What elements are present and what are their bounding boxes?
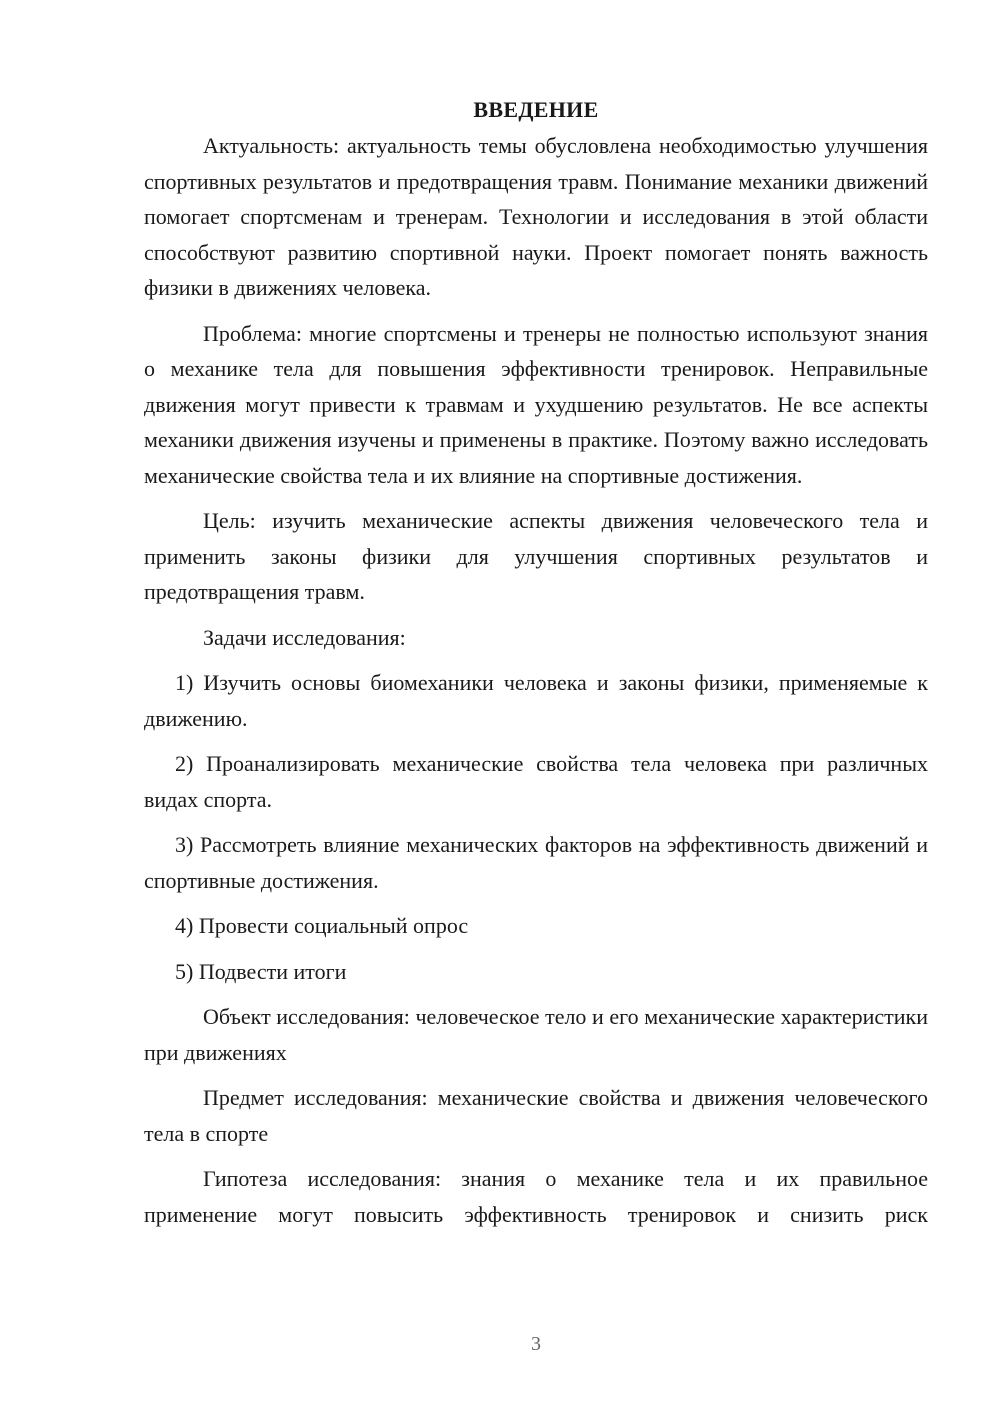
goal-paragraph: Цель: изучить механические аспекты движения человеческого тела и применить законы физики для улучшения спортивных результатов и предотвращения травм.: [144, 508, 928, 604]
task-item-1: 1) Изучить основы биомеханики человека и законы физики, применяемые к движению.: [144, 670, 928, 731]
relevance-paragraph: Актуальность: актуальность темы обусловлена необходимостью улучшения спортивных результатов и предотвращения травм. Понимание механики движений помогает спортсменам и тренерам. Технологии и исследования в этой области способствуют развитию спортивной науки. Проект помогает понять важность физики в движениях человека.: [144, 133, 928, 300]
tasks-heading: Задачи исследования:: [203, 624, 406, 650]
object-paragraph: Объект исследования: человеческое тело и его механические характеристики при движениях: [144, 1004, 928, 1065]
hypothesis-paragraph: Гипотеза исследования: знания о механике тела и их правильное применение могут повысить эффективность тренировок и снизить риск: [144, 1166, 928, 1227]
task-item-2: 2) Проанализировать механические свойства тела человека при различных видах спорта.: [144, 751, 928, 812]
section-title: ВВЕДЕНИЕ: [473, 97, 599, 122]
task-item-3: 3) Рассмотреть влияние механических факторов на эффективность движений и спортивные достижения.: [144, 832, 928, 893]
page-number: 3: [531, 1333, 541, 1355]
task-item-4: 4) Провести социальный опрос: [175, 913, 469, 938]
page-content: [144, 92, 928, 1242]
problem-paragraph: Проблема: многие спортсмены и тренеры не полностью используют знания о механике тела для повышения эффективности тренировок. Неправильные движения могут привести к травмам и ухудшению результатов. Не все аспекты механики движения изучены и применены в практике. Поэтому важно исследовать механические свойства тела и их влияние на спортивные достижения.: [144, 320, 928, 488]
task-item-5: 5) Подвести итоги: [175, 958, 347, 984]
subject-paragraph: Предмет исследования: механические свойства и движения человеческого тела в спорте: [144, 1085, 928, 1146]
